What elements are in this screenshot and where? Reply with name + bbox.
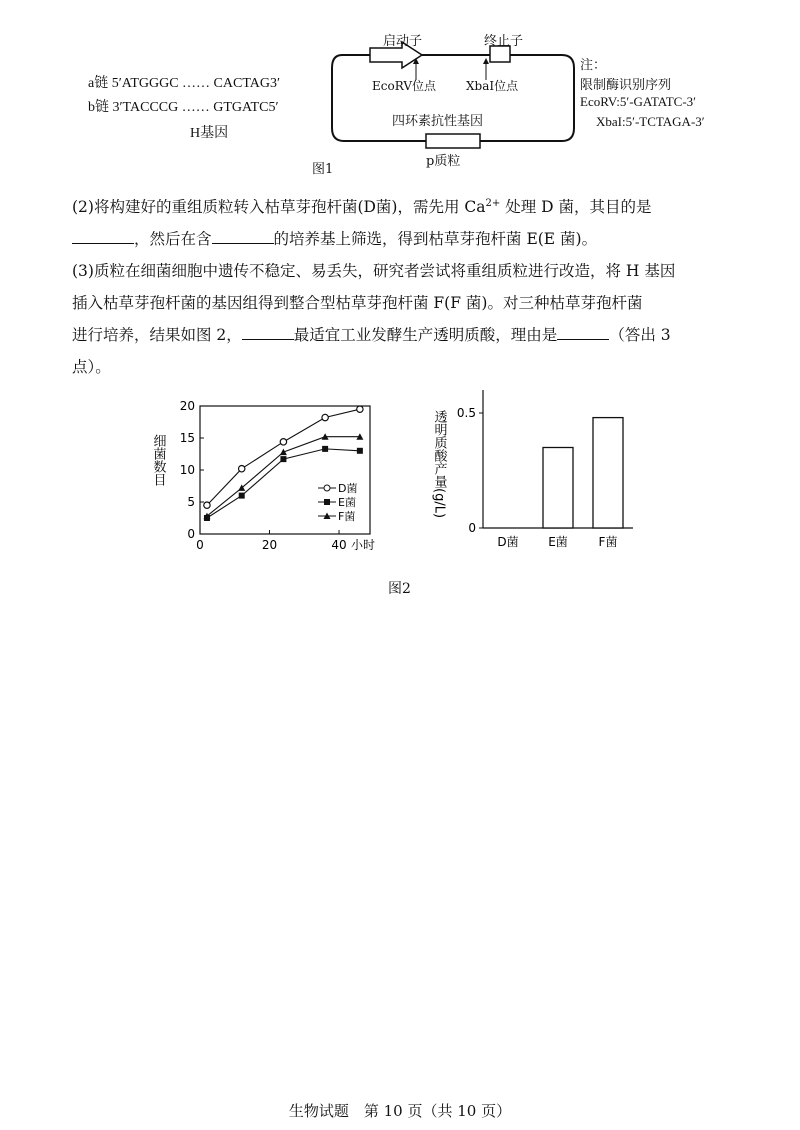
strand-b: b链 3′TACCCG …… GTGATC5′	[88, 100, 279, 115]
tet-gene-box	[426, 134, 480, 148]
bar-category-label: E菌	[548, 535, 568, 549]
q2-text-b: 处理 D 菌，其目的是	[500, 198, 652, 217]
q3-blank-2[interactable]	[557, 325, 609, 340]
bar-E菌	[543, 448, 573, 529]
q2-text-c: ，然后在含	[134, 230, 212, 249]
note-title: 注：	[580, 58, 607, 73]
promoter-label: 启动子	[383, 34, 423, 49]
strand-a: a链 5′ATGGGC …… CACTAG3′	[88, 76, 281, 91]
legend-marker	[324, 485, 330, 491]
note-line3: XbaI:5′-TCTAGA-3′	[596, 114, 705, 129]
bar-y-tick-label: 0.5	[456, 406, 476, 420]
ecorv-site-label: EcoRV位点	[372, 79, 436, 93]
plasmid-diagram	[320, 20, 580, 155]
q2-line1	[72, 188, 742, 223]
plasmid-label: p质粒	[426, 154, 461, 169]
bar-category-label: F菌	[598, 535, 618, 549]
bar-F菌	[593, 418, 623, 528]
data-point	[322, 414, 328, 420]
legend-label: E菌	[338, 496, 356, 509]
x-tick-label: 0	[196, 538, 204, 552]
bar-y-axis-label: 透明质酸产量(g/L)	[431, 410, 447, 519]
q2-superscript: 2+	[485, 198, 501, 209]
y-tick-label: 20	[179, 399, 195, 413]
data-point	[204, 502, 210, 508]
y-tick-label: 10	[179, 463, 195, 477]
q3-line1: (3)质粒在细菌细胞中遗传不稳定、易丢失，研究者尝试将重组质粒进行改造，将 H 基因	[72, 262, 676, 281]
data-point	[357, 406, 363, 412]
q2-blank-1[interactable]	[72, 229, 134, 244]
xbai-site-label: XbaI位点	[466, 79, 519, 93]
q3-blank-1[interactable]	[242, 325, 294, 340]
figure2-caption: 图2	[388, 581, 411, 597]
x-tick-label: 40	[331, 538, 347, 552]
data-point	[357, 448, 363, 454]
note-line1: 限制酶识别序列	[580, 78, 672, 93]
xbai-arrow-head	[483, 58, 489, 64]
y-tick-label: 15	[179, 431, 195, 445]
data-point	[280, 456, 286, 462]
bar-category-label: D菌	[497, 535, 519, 549]
data-point	[239, 493, 245, 499]
hyaluronic-acid-bar-chart	[425, 385, 645, 565]
q2-text-a: (2)将构建好的重组质粒转入枯草芽孢杆菌(D菌)，需先用 Ca	[72, 198, 486, 217]
data-point	[239, 466, 245, 472]
q3-line2: 插入枯草芽孢杆菌的基因组得到整合型枯草芽孢杆菌 F(F 菌)。对三种枯草芽孢杆菌	[72, 294, 643, 313]
data-point	[322, 446, 328, 452]
data-point	[280, 449, 287, 456]
x-tick-label: 20	[261, 538, 278, 552]
x-axis-label: 小时	[351, 538, 376, 552]
terminator-label: 终止子	[484, 34, 524, 49]
y-tick-label: 5	[187, 495, 195, 509]
y-tick-label: 0	[187, 527, 195, 541]
q3-text-a: 进行培养，结果如图 2，	[72, 326, 242, 345]
tet-gene-label: 四环素抗性基因	[392, 114, 484, 129]
note-line2: EcoRV:5′-GATATC-3′	[580, 94, 697, 109]
q2-blank-2[interactable]	[212, 229, 274, 244]
bar-y-tick-label: 0	[468, 521, 476, 535]
legend-label: F菌	[338, 510, 356, 523]
page-footer: 生物试题 第 10 页（共 10 页）	[288, 1102, 512, 1120]
q3-line4: 点）。	[72, 358, 111, 377]
legend-marker	[324, 499, 330, 505]
q2-line2	[72, 223, 742, 255]
data-point	[280, 439, 286, 445]
legend-label: D菌	[338, 482, 358, 495]
q3-line3	[72, 319, 742, 351]
h-gene-label: H基因	[190, 126, 229, 141]
q3-text-c: （答出 3	[609, 326, 671, 345]
question-block	[72, 188, 742, 383]
bacteria-count-line-chart	[150, 388, 390, 568]
figure1-caption: 图1	[312, 162, 334, 177]
q3-text-b: 最适宜工业发酵生产透明质酸，理由是	[293, 326, 558, 345]
q2-text-d: 的培养基上筛选，得到枯草芽孢杆菌 E(E 菌)。	[273, 230, 598, 249]
y-axis-label: 细菌数目	[150, 434, 166, 486]
